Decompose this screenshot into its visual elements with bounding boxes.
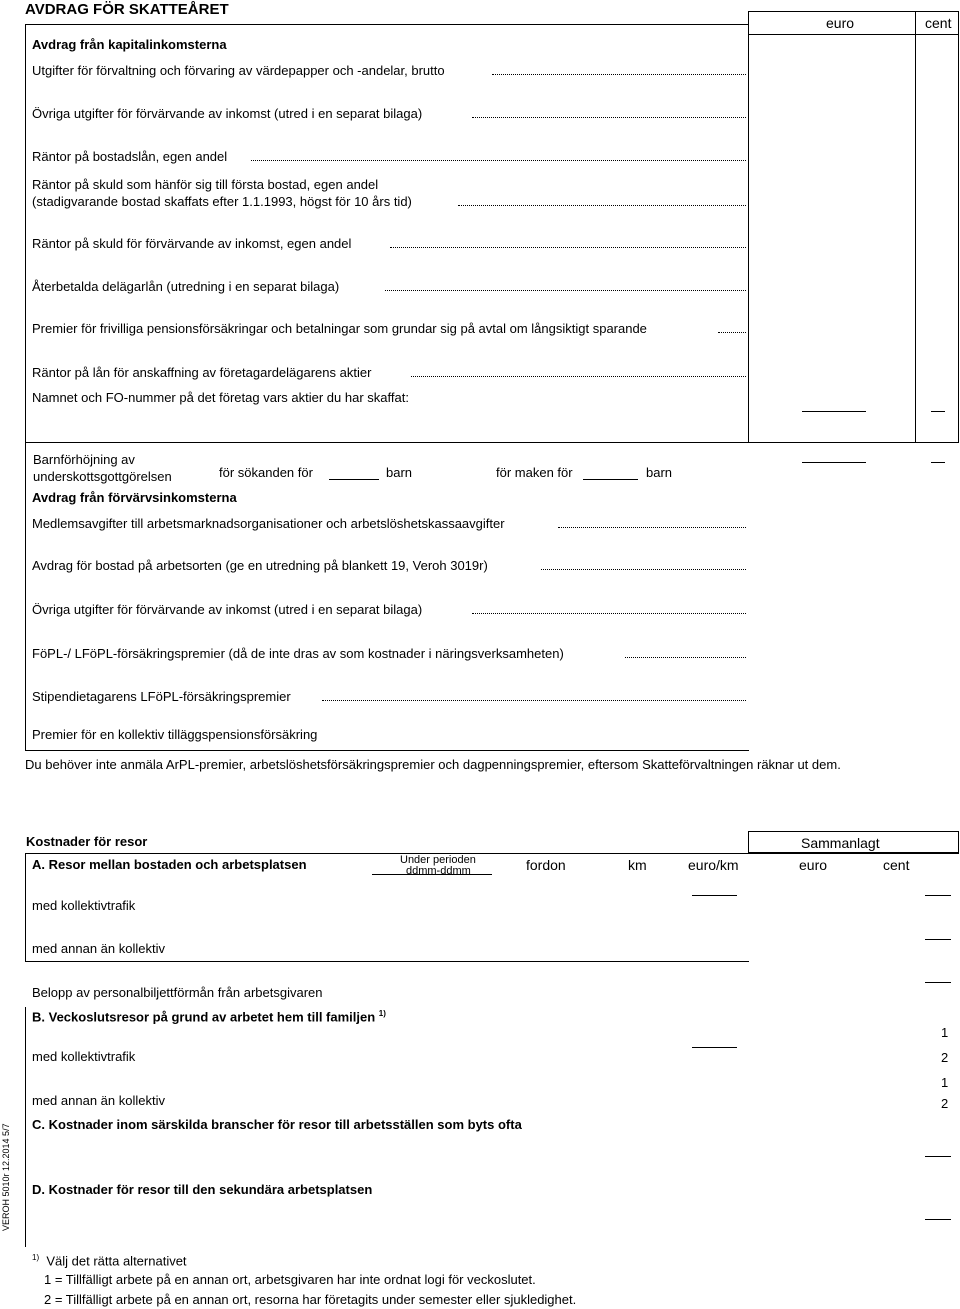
child-increase-label: Barnförhöjning av — [33, 452, 135, 467]
child-applicant-label: för sökanden för — [219, 465, 313, 480]
earned-row-housing: Avdrag för bostad på arbetsorten (ge en utredning på blankett 19, Veroh 3019r) — [32, 558, 488, 573]
page-title: AVDRAG FÖR SKATTEÅRET — [25, 1, 229, 18]
a-public-transport-label: med kollektivtrafik — [32, 898, 136, 913]
earned-other-costs-field[interactable] — [472, 613, 746, 614]
a-other-transport-label: med annan än kollektiv — [32, 941, 165, 956]
child-euro-field[interactable] — [802, 462, 866, 463]
admin-costs-field[interactable] — [492, 74, 746, 75]
earned-row-stipend: Stipendietagarens LFöPL-försäkringspremier — [32, 689, 291, 704]
footnote-option-2: 2 = Tillfälligt arbete på en annan ort, resorna har företagits under semester eller sjukledighet. — [44, 1292, 577, 1307]
capital-row-share-loan-interest: Räntor på lån för anskaffning av företagardelägarens aktier — [32, 365, 372, 380]
stipend-field[interactable] — [322, 700, 746, 701]
ticket-benefit-label: Belopp av personalbiljettförmån från arbetsgivaren — [32, 985, 323, 1000]
share-loan-interest-field[interactable] — [411, 376, 746, 377]
capital-row-first-home-interest: Räntor på skuld som hänför sig till första bostad, egen andel — [32, 177, 379, 192]
income-interest-field[interactable] — [390, 247, 746, 248]
vehicle-col-header: fordon — [526, 857, 566, 873]
capital-row-company-name: Namnet och FO-nummer på det företag vars aktier du har skaffat: — [32, 390, 409, 405]
b-other-transport-label: med annan än kollektiv — [32, 1093, 165, 1108]
membership-field[interactable] — [558, 527, 746, 528]
km-col-header: km — [628, 857, 647, 873]
capital-row-first-home-note: (stadigvarande bostad skaffats efter 1.1.1993, högst för 10 års tid) — [32, 194, 412, 209]
b-public-transport-label: med kollektivtrafik — [32, 1049, 136, 1064]
child-spouse-count-field[interactable] — [583, 479, 638, 480]
c-cent-field[interactable] — [925, 1156, 951, 1157]
child-spouse-label: för maken för — [496, 465, 573, 480]
section-c-heading: C. Kostnader inom särskilda branscher för resor till arbetsställen som byts ofta — [32, 1117, 522, 1132]
section-b-heading: B. Veckoslutsresor på grund av arbetet hem till familjen $^{1)}$ — [32, 1009, 386, 1025]
capital-other-costs-field[interactable] — [472, 117, 746, 118]
earned-heading: Avdrag från förvärvsinkomsterna — [32, 490, 237, 505]
capital-row-pension-premiums: Premier för frivilliga pensionsförsäkringar och betalningar som grundar sig på avtal om långsiktigt sparande — [32, 321, 647, 336]
d-cent-field[interactable] — [925, 1219, 951, 1220]
b-other-option-1[interactable]: 1 — [941, 1075, 949, 1090]
travel-euro-col-header: euro — [799, 857, 828, 873]
housing-interest-field[interactable] — [251, 160, 746, 161]
capital-heading: Avdrag från kapitalinkomsterna — [32, 37, 227, 52]
capital-row-income-interest: Räntor på skuld för förvärvande av inkomst, egen andel — [32, 236, 352, 251]
travel-total-header: Sammanlagt — [801, 835, 880, 851]
pension-premiums-field[interactable] — [718, 332, 746, 333]
fopl-field[interactable] — [625, 657, 746, 658]
a-other-cent-field[interactable] — [925, 939, 951, 940]
period-label: Under perioden — [400, 854, 476, 866]
company-euro-field[interactable] — [802, 411, 866, 412]
travel-cent-col-header: cent — [883, 857, 910, 873]
section-a-heading: A. Resor mellan bostaden och arbetsplatsen — [32, 857, 307, 872]
b-public-option-2[interactable]: 2 — [941, 1050, 949, 1065]
earned-housing-field[interactable] — [541, 569, 746, 570]
capital-row-housing-interest: Räntor på bostadslån, egen andel — [32, 149, 228, 164]
b-public-rate-field[interactable] — [692, 1047, 737, 1048]
footnote-option-1: 1 = Tillfälligt arbete på en annan ort, arbetsgivaren har inte ordnat logi för veckoslutet. — [44, 1272, 536, 1287]
earned-row-other-costs: Övriga utgifter för förvärvande av inkomst (utred i en separat bilaga) — [32, 602, 423, 617]
a-public-cent-field[interactable] — [925, 895, 951, 896]
euro-per-km-col-header: euro/km — [688, 857, 739, 873]
travel-heading: Kostnader för resor — [26, 834, 148, 849]
period-format-label: ddmm-ddmm — [406, 865, 471, 877]
earned-row-membership: Medlemsavgifter till arbetsmarknadsorganisationer och arbetslöshetskassaavgifter — [32, 516, 505, 531]
shareholder-loan-field[interactable] — [385, 290, 746, 291]
company-cent-field[interactable] — [931, 411, 945, 412]
form-code: VEROH 5010r 12.2014 5/7 — [1, 1123, 11, 1231]
b-other-option-2[interactable]: 2 — [941, 1096, 949, 1111]
child-applicant-count-field[interactable] — [329, 479, 379, 480]
earned-note: Du behöver inte anmäla ArPL-premier, arbetslöshetsförsäkringspremier och dagpenningspremier, eftersom Skatteförvaltningen räknar ut dem. — [25, 757, 841, 772]
child-cent-field[interactable] — [931, 462, 945, 463]
section-d-heading: D. Kostnader för resor till den sekundära arbetsplatsen — [32, 1182, 373, 1197]
earned-row-fopl: FöPL-/ LFöPL-försäkringspremier (då de inte dras av som kostnader i näringsverksamheten) — [32, 646, 564, 661]
cent-column-header: cent — [925, 15, 952, 31]
capital-row-shareholder-loan: Återbetalda delägarlån (utredning i en separat bilaga) — [32, 279, 340, 294]
b-public-option-1[interactable]: 1 — [941, 1025, 949, 1040]
footnote: $^{1)}$ Välj det rätta alternativet — [32, 1253, 187, 1269]
capital-row-admin-costs: Utgifter för förvaltning och förvaring av värdepapper och -andelar, brutto — [32, 63, 445, 78]
child-spouse-barn: barn — [646, 465, 673, 480]
child-increase-label-2: underskottsgottgörelsen — [33, 469, 172, 484]
first-home-interest-field[interactable] — [458, 205, 746, 206]
a-public-rate-field[interactable] — [692, 895, 737, 896]
benefit-cent-field[interactable] — [925, 982, 951, 983]
capital-row-other-costs: Övriga utgifter för förvärvande av inkomst (utred i en separat bilaga) — [32, 106, 423, 121]
euro-column-header: euro — [826, 15, 855, 31]
earned-row-collective-pension: Premier för en kollektiv tilläggspensionsförsäkring — [32, 727, 318, 742]
child-applicant-barn: barn — [386, 465, 413, 480]
